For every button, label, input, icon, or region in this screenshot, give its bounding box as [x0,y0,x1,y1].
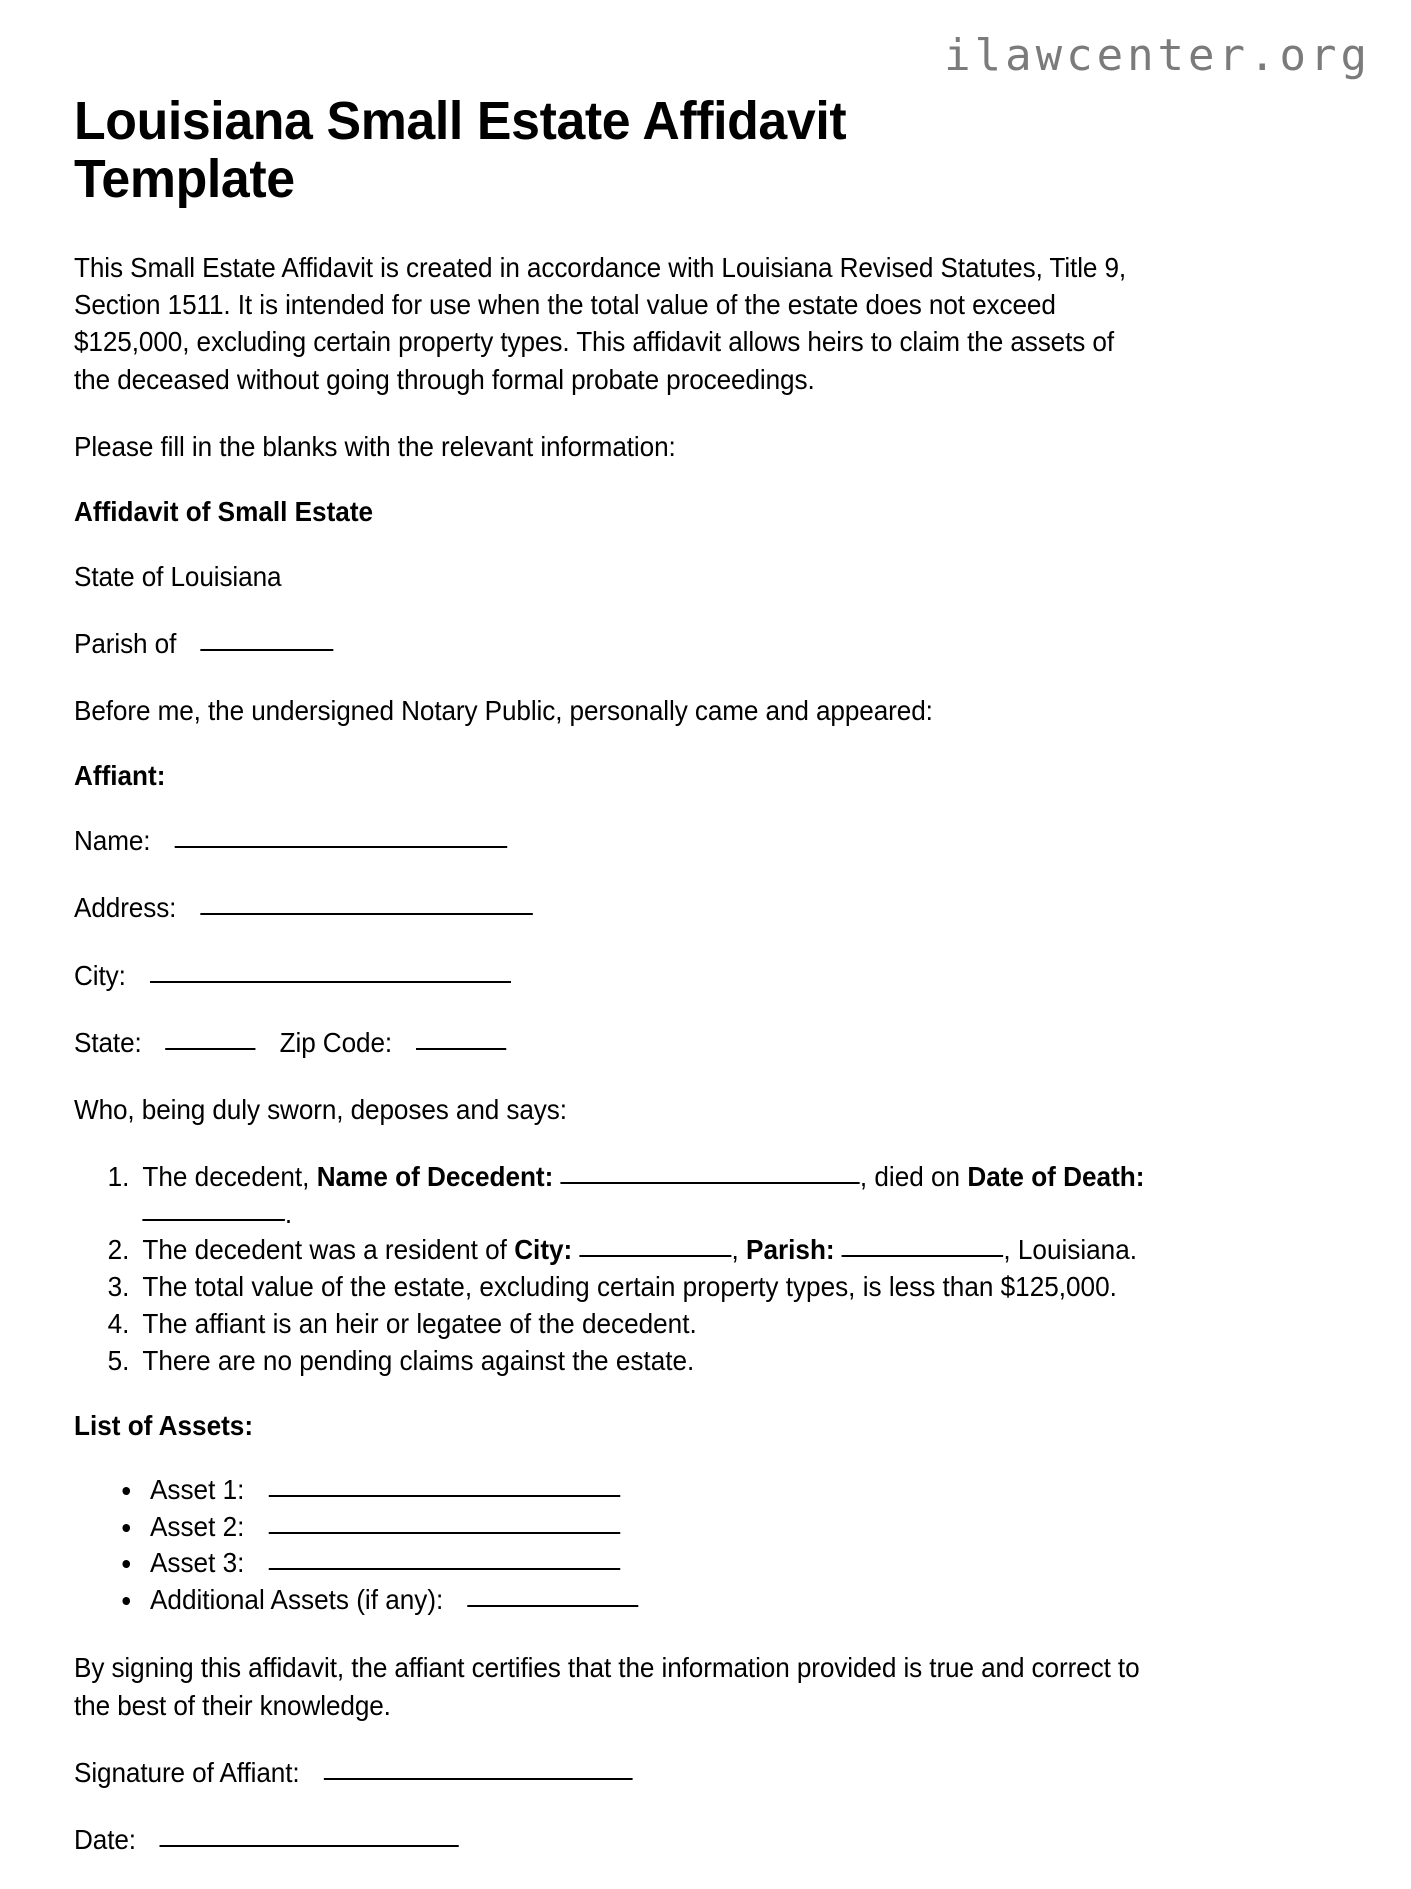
sworn-line: Who, being duly sworn, deposes and says: [74,1094,567,1126]
asset-1-label: Asset 1: [150,1473,245,1505]
state-line: State of Louisiana [74,560,282,592]
list-item [144,1509,1261,1546]
state-blank[interactable] [166,1048,256,1050]
address-label: Address: [74,892,177,924]
signature-label: Signature of Affiant: [74,1756,300,1788]
address-blank[interactable] [200,913,533,915]
document-content [74,92,1324,1889]
asset-3-blank[interactable] [268,1568,620,1570]
date-line [74,1821,1262,1858]
additional-assets-blank[interactable] [467,1605,638,1607]
item2-tail: , Louisiana. [1003,1234,1137,1266]
state-label: State: [74,1026,142,1058]
site-watermark: ilawcenter.org [944,30,1371,81]
item1-bold-name-of-decedent: Name of Decedent: [316,1160,554,1192]
list-item [137,1232,1262,1269]
asset-1-blank[interactable] [268,1495,620,1497]
declarations-list [74,1159,1262,1380]
page-title: Louisiana Small Estate Affidavit Template [74,91,847,210]
item2-mid: , [731,1234,739,1266]
item2-bold-city: City: [514,1234,573,1266]
item1-tail: . [284,1197,293,1229]
asset-2-blank[interactable] [268,1532,620,1534]
item1-bold-date-of-death: Date of Death: [967,1160,1145,1192]
zip-label: Zip Code: [279,1026,393,1058]
asset-2-label: Asset 2: [150,1510,245,1542]
city-label: City: [74,959,126,991]
notary-line: Before me, the undersigned Notary Public, personally came and appeared: [74,695,933,727]
date-label: Date: [74,1824,136,1856]
item1-lead: The decedent, [142,1160,310,1192]
additional-assets-label: Additional Assets (if any): [150,1584,444,1616]
list-item: 4. The affiant is an heir or legatee of the decedent. [137,1306,1262,1343]
affiant-heading: Affiant: [74,759,166,791]
list-item [144,1582,1261,1619]
signature-blank[interactable] [323,1778,632,1780]
fill-instruction: Please fill in the blanks with the relevant information: [74,431,676,463]
affiant-address-line [74,889,1262,926]
decedent-city-blank[interactable] [580,1255,732,1257]
date-blank[interactable] [160,1845,459,1847]
item2-lead: The decedent was a resident of [142,1234,507,1266]
intro-paragraph: This Small Estate Affidavit is created in accordance with Louisiana Revised Statutes, Title 9, Section 1511. It is intended for use when the total value of the estate does not exceed $125,000, excluding certain property types. This affidavit allows heirs to claim the assets of the deceased without going through formal probate proceedings. [74,251,1127,395]
parish-field-line [74,625,1262,662]
certification-paragraph: By signing this affidavit, the affiant certifies that the information provided is true and correct to the best of their knowledge. [74,1652,1140,1721]
item1-mid: , died on [859,1160,961,1192]
parish-label: Parish of [74,627,177,659]
date-of-death-blank[interactable] [142,1219,285,1221]
assets-heading: List of Assets: [74,1409,254,1441]
item2-bold-parish: Parish: [746,1234,835,1266]
signature-line [74,1754,1262,1791]
list-item [144,1472,1261,1509]
city-blank[interactable] [150,981,511,983]
affidavit-heading: Affidavit of Small Estate [74,495,374,527]
zip-blank[interactable] [416,1048,506,1050]
decedent-parish-blank[interactable] [842,1255,1004,1257]
affiant-name-line [74,822,1262,859]
name-label: Name: [74,824,151,856]
list-item: 5. There are no pending claims against the estate. [137,1343,1262,1380]
list-item: 3. The total value of the estate, excluding certain property types, is less than $125,000. [137,1269,1262,1306]
list-item [137,1159,1262,1233]
list-item [144,1545,1261,1582]
asset-3-label: Asset 3: [150,1547,245,1579]
name-blank[interactable] [174,846,507,848]
assets-list [74,1472,1262,1619]
parish-blank[interactable] [200,649,333,651]
decedent-name-blank[interactable] [561,1182,860,1184]
affiant-city-line [74,957,1262,994]
affiant-state-zip-line [74,1024,1262,1061]
